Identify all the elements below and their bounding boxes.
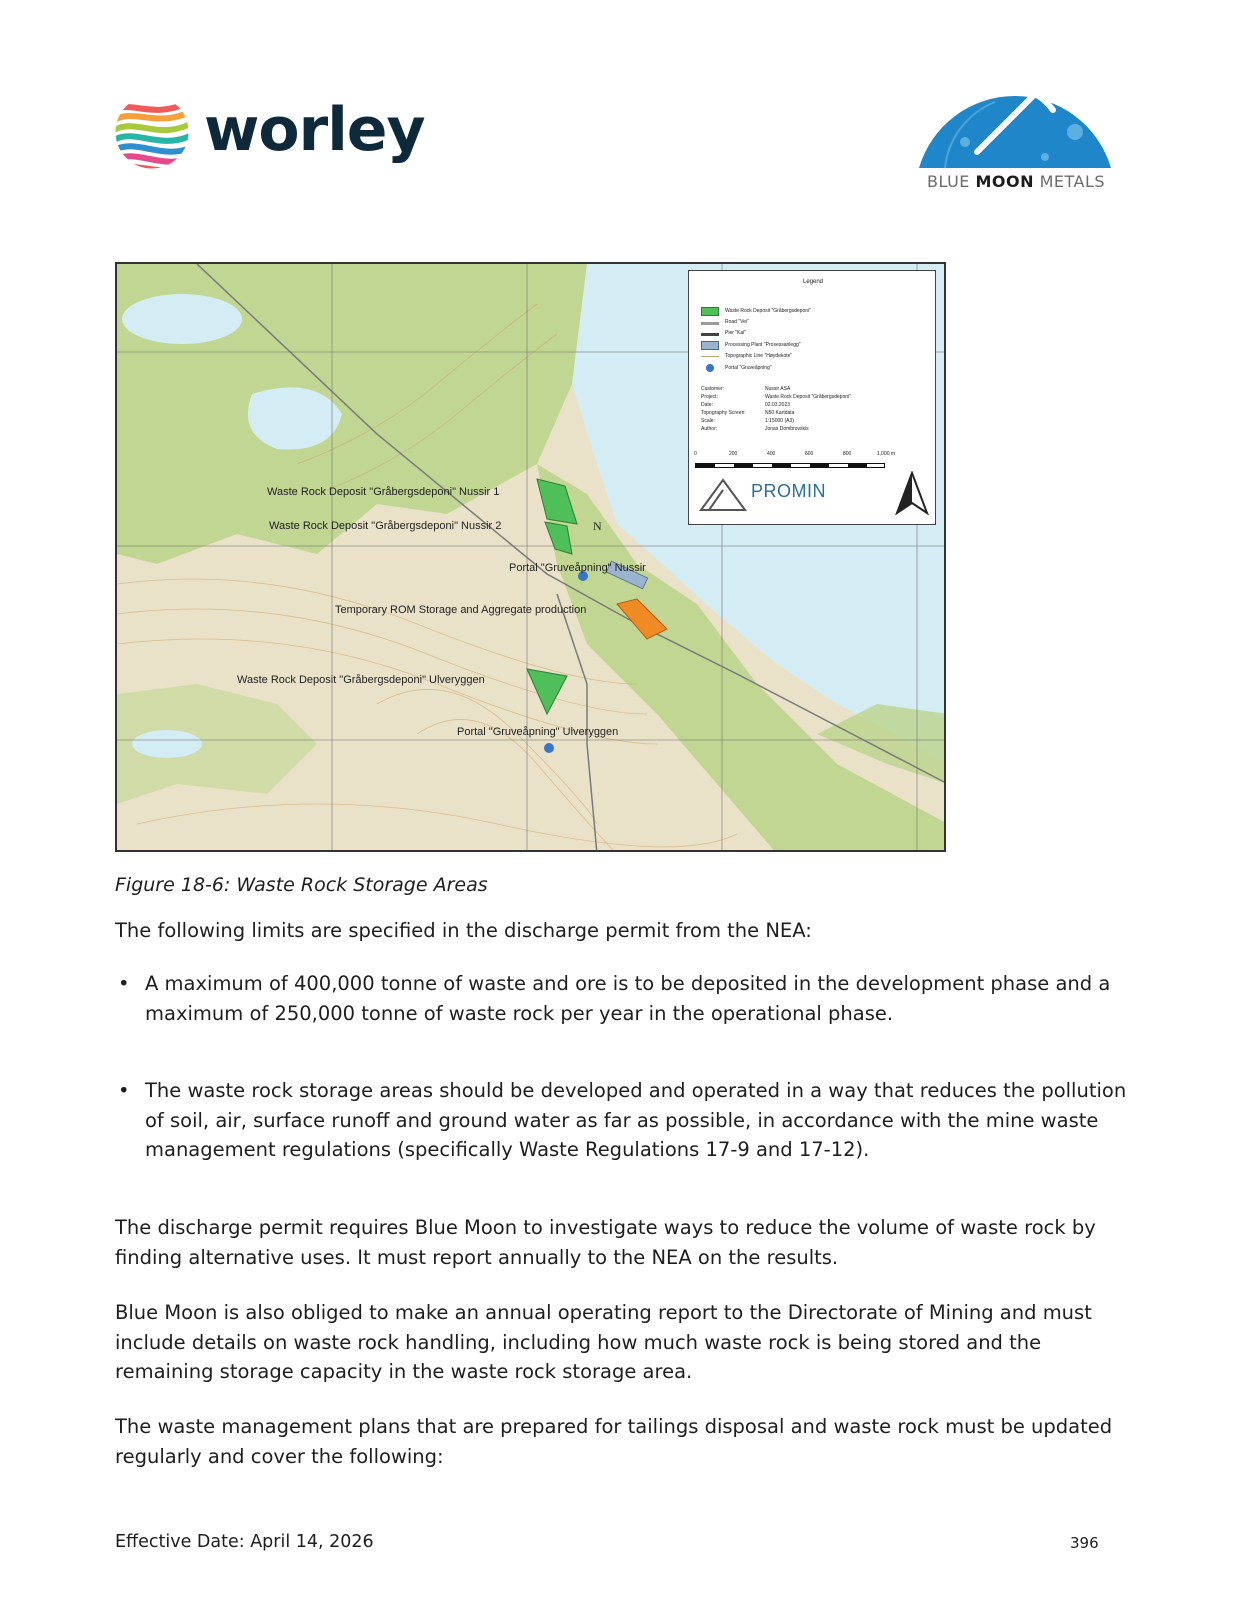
legend-item-deposit: Waste Rock Deposit "Gråbergsdeponi" — [725, 308, 811, 314]
blue-moon-icon — [905, 62, 1125, 172]
legend-info-key: Date: — [701, 402, 713, 408]
legend-swatch-pier — [701, 333, 719, 336]
map-portal-ulveryggen — [544, 743, 554, 753]
legend-info-key: Project: — [701, 394, 718, 400]
map-label-rom-storage: Temporary ROM Storage and Aggregate production — [335, 604, 587, 616]
legend-swatch-portal — [706, 364, 714, 372]
scale-tick-1000: 1,000 m — [877, 451, 896, 457]
footer-effective-date: Effective Date: April 14, 2026 — [115, 1532, 374, 1552]
scale-tick-600: 600 — [805, 451, 814, 457]
scale-tick-400: 400 — [767, 451, 776, 457]
legend-info-value: N50 Kartdata — [765, 410, 795, 416]
legend-title: Legend — [802, 279, 824, 285]
scale-tick-200: 200 — [729, 451, 738, 457]
legend-info-value: 02.03.2023 — [765, 402, 791, 408]
legend-item-pier: Pier "Kai" — [725, 330, 747, 336]
legend-info-value: Nussir ASA — [765, 386, 791, 392]
legend-info-value: Waste Rock Deposit "Gråbergsdeponi" — [765, 394, 851, 400]
map-north-marker: N — [593, 519, 602, 533]
figure-caption: Figure 18-6: Waste Rock Storage Areas — [115, 874, 488, 896]
map-label-portal-nussir: Portal "Gruveåpning" Nussir — [509, 562, 646, 574]
legend-item-road: Road "Vei" — [725, 319, 749, 325]
blue-moon-metals-logo — [905, 62, 1125, 192]
legend-item-contour: Topographic Line "Høydekote" — [725, 353, 793, 359]
worley-logo — [112, 92, 457, 178]
map-label-deposit-nussir-2: Waste Rock Deposit "Gråbergsdeponi" Nussir 2 — [269, 520, 502, 532]
worley-wordmark: worley — [204, 95, 425, 165]
paragraph-annual-report: Blue Moon is also obliged to make an annual operating report to the Directorate of Mining and must include details on waste rock handling, including how much waste rock is being stored and the remaining storage capacity in the waste rock storage area. — [115, 1301, 1092, 1383]
legend-swatch-deposit — [701, 307, 719, 316]
map-label-deposit-ulveryggen: Waste Rock Deposit "Gråbergsdeponi" Ulveryggen — [237, 674, 485, 686]
promin-logo-icon — [699, 476, 747, 512]
legend-info-value: 1:15000 (A3) — [765, 418, 794, 424]
legend-swatch-road — [701, 322, 719, 325]
legend-info-keys — [701, 385, 761, 433]
legend-info-key: Author: — [701, 426, 718, 432]
legend-item-portal: Portal "Gruveåpning" — [725, 365, 772, 371]
worley-swirl-icon — [112, 92, 192, 172]
paragraph-management-plans: The waste management plans that are prepared for tailings disposal and waste rock must be updated regularly and cover the following: — [115, 1415, 1113, 1468]
legend-item-plant: Processing Plant "Prosessanlegg" — [725, 342, 801, 348]
legend-info-key: Topography Screen: — [701, 410, 746, 416]
legend-swatch-plant — [701, 341, 719, 350]
blue-moon-metals-wordmark: BLUE MOON METALS — [926, 172, 1106, 191]
scale-bar — [695, 463, 885, 468]
map-label-deposit-nussir-1: Waste Rock Deposit "Gråbergsdeponi" Nussir 1 — [267, 486, 500, 498]
legend-swatch-contour — [701, 356, 719, 357]
bullet-icon: • — [118, 1079, 130, 1102]
north-arrow-icon — [895, 471, 929, 515]
scale-tick-0: 0 — [694, 451, 697, 457]
bullet-icon: • — [118, 972, 130, 995]
intro-paragraph: The following limits are specified in the discharge permit from the NEA: — [115, 919, 812, 942]
paragraph-alternative-uses: The discharge permit requires Blue Moon to investigate ways to reduce the volume of waste rock by finding alternative uses. It must report annually to the NEA on the results. — [115, 1216, 1096, 1269]
bullet-text: The waste rock storage areas should be developed and operated in a way that reduces the pollution of soil, air, surface runoff and ground water as far as possible, in accordance with the mine waste management regulations (specifically Waste Regulations 17-9 and 17-12). — [145, 1079, 1127, 1161]
legend-info-key: Customer: — [701, 386, 725, 392]
legend-info-value: Jonas Dombrovskis — [765, 426, 809, 432]
legend-info-key: Scale: — [701, 418, 715, 424]
scale-tick-800: 800 — [843, 451, 852, 457]
bullet-text: A maximum of 400,000 tonne of waste and ore is to be deposited in the development phase and a maximum of 250,000 tonne of waste rock per year in the operational phase. — [145, 972, 1111, 1025]
promin-wordmark: PROMIN — [751, 481, 826, 501]
map-legend — [688, 270, 936, 525]
legend-info-values — [765, 385, 925, 433]
map-lake-north — [122, 294, 242, 344]
map-lake-southwest — [132, 730, 202, 758]
footer-page-number: 396 — [1070, 1534, 1099, 1552]
map-label-portal-ulveryggen: Portal "Gruveåpning" Ulveryggen — [457, 726, 619, 738]
